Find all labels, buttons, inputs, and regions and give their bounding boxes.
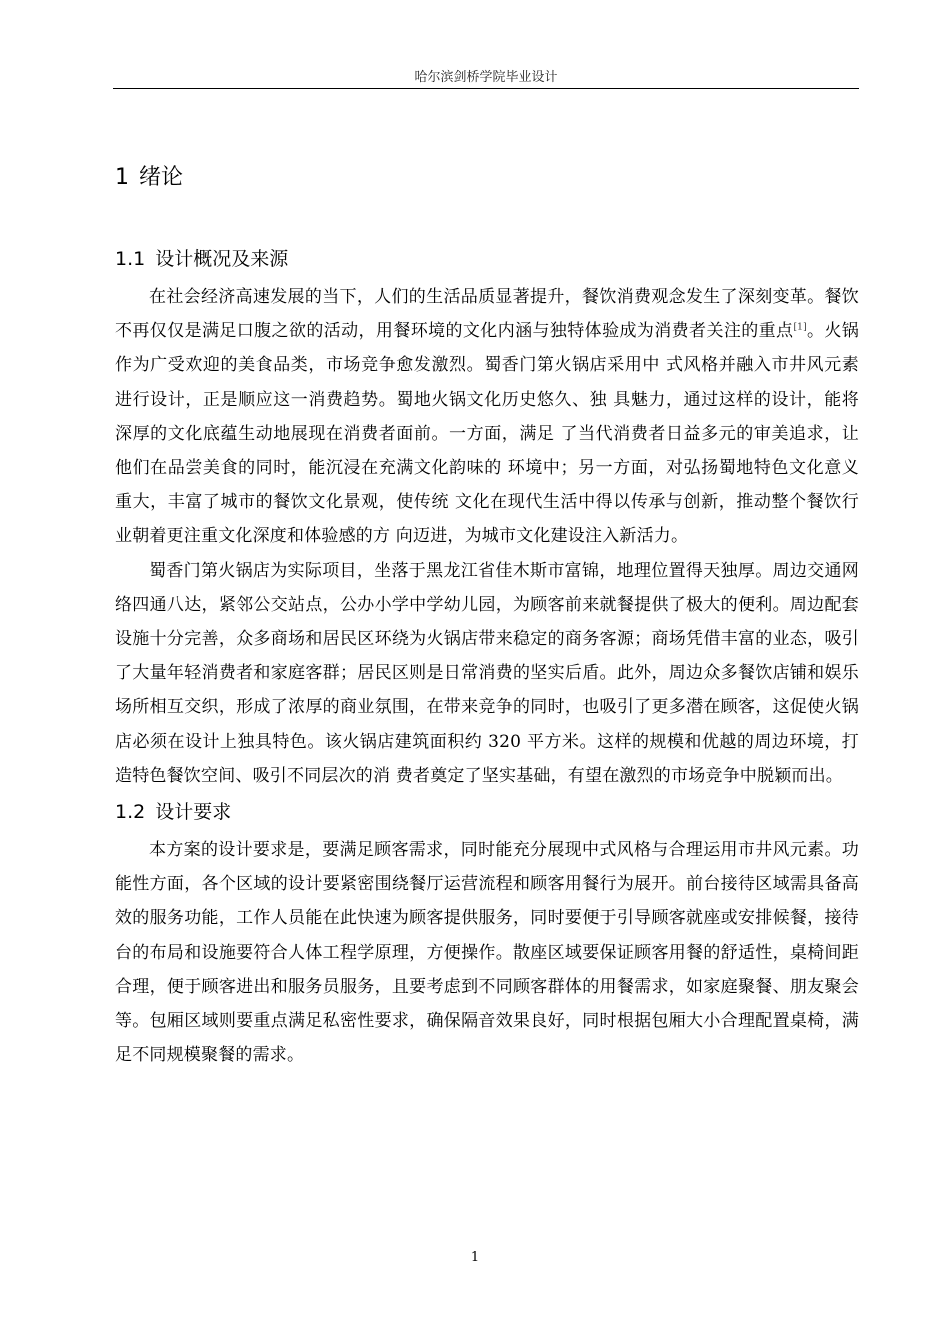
section-heading-1-1 — [115, 242, 859, 276]
chapter-heading — [115, 160, 859, 196]
header-rule — [113, 88, 859, 89]
chapter-number: 1 — [115, 165, 129, 190]
chapter-title: 绪论 — [139, 165, 184, 190]
paragraph — [115, 280, 859, 554]
section-number: 1.2 — [115, 801, 146, 824]
section-heading-1-2 — [115, 795, 859, 829]
section-title: 设计要求 — [155, 801, 232, 824]
page-content — [115, 160, 859, 1072]
page-number: 1 — [470, 1250, 480, 1265]
running-header: 哈尔滨剑桥学院毕业设计 — [414, 70, 558, 85]
citation-ref: [1] — [793, 322, 807, 333]
paragraph-text: 在社会经济高速发展的当下，人们的生活品质显著提升，餐饮消费观念发生了深刻变革。餐饮不再仅仅是满足口腹之欲的活动，用餐环境的文化内涵与独特体验成为消费者关注的重点 — [115, 287, 859, 342]
paragraph: 蜀香门第火锅店为实际项目，坐落于黑龙江省佳木斯市富锦，地理位置得天独厚。周边交通网络四通八达，紧邻公交站点，公办小学中学幼儿园，为顾客前来就餐提供了极大的便利。周边配套设施十分完善，众多商场和居民区环绕为火锅店带来稳定的商务客源；商场凭借丰富的业态，吸引了大量年轻消费者和家庭客群；居民区则是日常消费的坚实后盾。此外，周边众多餐饮店铺和娱乐场所相互交织，形成了浓厚的商业氛围，在带来竞争的同时，也吸引了更多潜在顾客，这促使火锅店必须在设计上独具特色。该火锅店建筑面积约 320 平方米。这样的规模和优越的周边环境，打造特色餐饮空间、吸引不同层次的消 费者奠定了坚实基础，有望在激烈的市场竞争中脱颖而出。 — [115, 560, 859, 786]
section-number: 1.1 — [115, 248, 146, 270]
paragraph: 本方案的设计要求是，要满足顾客需求，同时能充分展现中式风格与合理运用市井风元素。功能性方面，各个区域的设计要紧密围绕餐厅运营流程和顾客用餐行为展开。前台接待区域需具备高效的服务功能，工作人员能在此快速为顾客提供服务，同时要便于引导顾客就座或安排候餐，接待台的布局和设施要符合人体工程学原理，方便操作。散座区域要保证顾客用餐的舒适性，桌椅间距合理，便于顾客进出和服务员服务，且要考虑到不同顾客群体的用餐需求，如家庭聚餐、朋友聚会等。包厢区域则要重点满足私密性要求，确保隔音效果良好，同时根据包厢大小合理配置桌椅，满足不同规模聚餐的需求。 — [115, 840, 859, 1066]
paragraph-text: 。火锅作为广受欢迎的美食品类，市场竞争愈发激烈。蜀香门第火锅店采用中 式风格并融入市井风元素进行设计，正是顺应这一消费趋势。蜀地火锅文化历史悠久、独 具魅力，通过这样的设计，能将深厚的文化底蕴生动地展现在消费者面前。一方面，满足 了当代消费者日益多元的审美追求，让他们在品尝美食的同时，能沉浸在充满文化韵味的 环境中；另一方面，对弘扬蜀地特色文化意义重大，丰富了城市的餐饮文化景观，使传统 文化在现代生活中得以传承与创新，推动整个餐饮行业朝着更注重文化深度和体验感的方 向迈进，为城市文化建设注入新活力。 — [115, 321, 859, 547]
section-title: 设计概况及来源 — [155, 248, 289, 270]
